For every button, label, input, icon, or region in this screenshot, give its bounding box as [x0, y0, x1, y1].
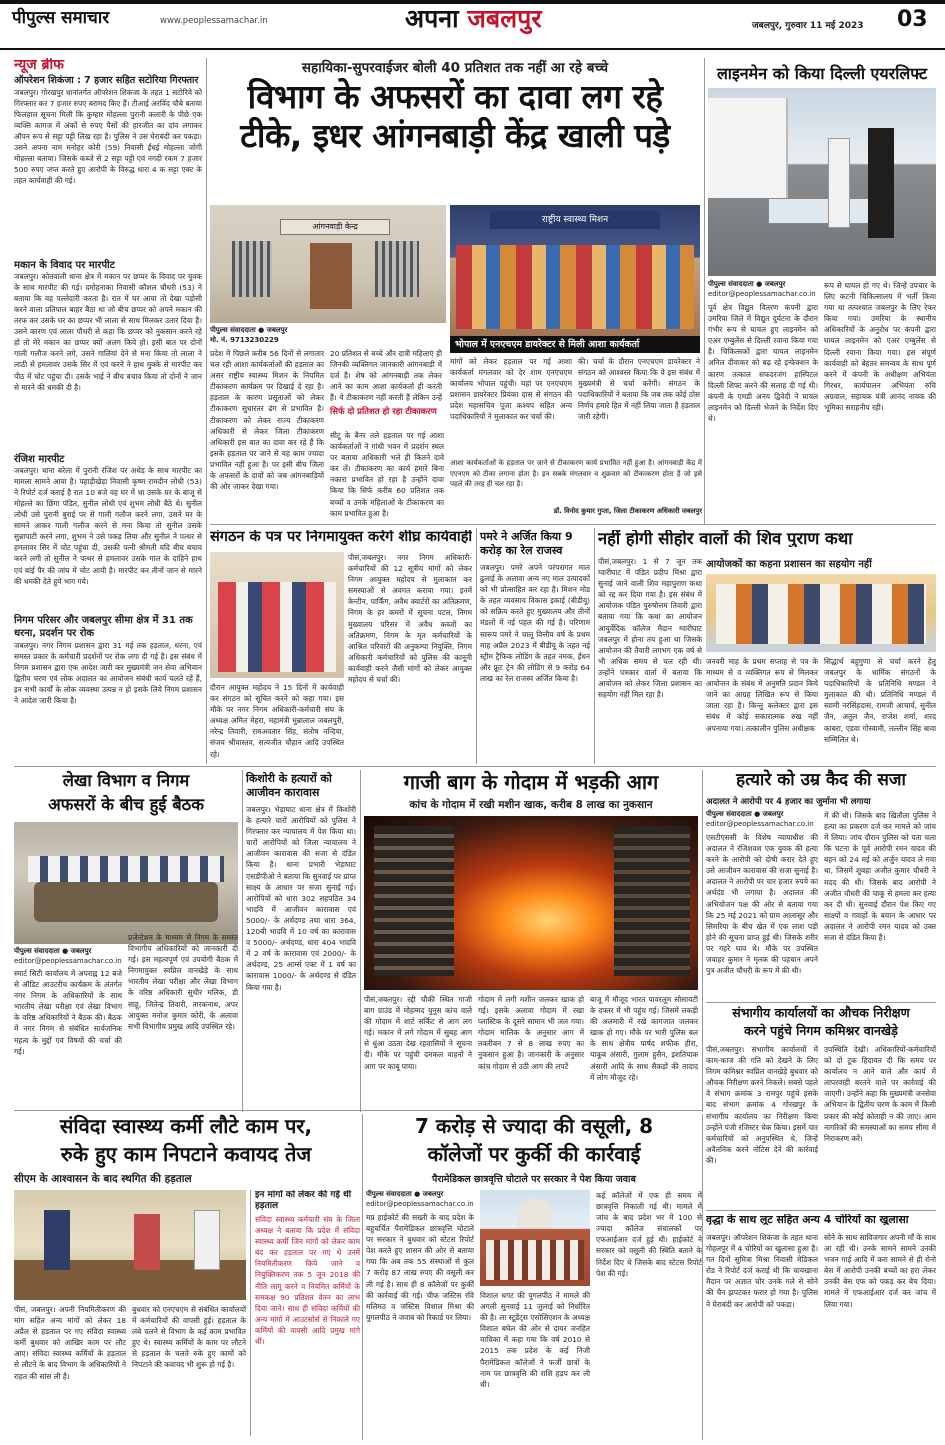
news-brief-column	[14, 58, 202, 666]
lead-body-col3: सीटू के बैनर तले हड़ताल पर गई आशा कार्यकर्ताओं ने गांधी भवन में प्रदर्शन स्थल पर बताया अधिकारी भले ही कितने दावे कर लें। टीकाकरण का कार्य हमारे बिना नकारा प्रभावित हो रहा है उन्होंने दावा किया कि सिर्फ करीब 60 प्रतिशत तक बच्चों व उनके महिलाओं के टीकाकरण का काम प्रभावित हुआ है।	[330, 431, 444, 518]
college-email[interactable]: editor@peoplessamachar.co.in	[366, 1200, 474, 1208]
people-group	[716, 584, 926, 644]
lead-subhead: सिर्फ दो प्रतिशत हो रहा टीकाकरण	[330, 407, 437, 417]
fire-body-col1: पीसं,जबलपुर। रद्दी चौकी स्थित गाजी बाग ग्राउंड में मोहम्मद युनुस कांच वाले की गोदाम में शार्ट सर्किट से आग लग गई। मकान में लगे गोदाम में सुबह आग से धुंआ उठता देख रहवासियों ने सूचना दी। मौके पर पहुंची दमकल वाहनों ने आग पर काबू पाया।	[364, 995, 472, 1071]
life-email[interactable]: editor@peoplessamachar.co.in	[706, 820, 814, 828]
people-group	[456, 245, 694, 329]
brief-body: जबलपुर। थाना बरेला में पुरानी रंजिश पर अधेड़ के साथ मारपीट का मामला सामने आया है। पहाड़ीखेड़ा निवासी कृष्ण रामदीन लोधी (53) ने रिपोर्ट दर्ज कराई है रात 10 बजे वह घर में था उसके घर के बाजू से मोहल्ले का छिंगा पंडित, सुनील लोधी एवं शुभम लोधी बैठे थे। सुनील लोधी उसे पुरानी बुराई पर से गाली गलौज करने लगा, उसने घर के सामने आकर गाली गलौज करने से मना किया तो सुनील उसके सुन्नापाटी करने लगा, शुभम ने उसे पकड़ लिया और सुनील ने पत्थर से हमलावर सिर में चोट पहुंचा दी, उसकी पत्नी श्रीमती यदि बीच बचाव करने लगी तो सुनील ने पत्थर से हमलावर उसके गाल के दाहिने हाथ एवं बांई पैर की जांघ में चोट आयी है। मारपीट कर तीनों जान से मारने की धमकी देते हुये भाग गये।	[14, 465, 202, 586]
warehouse-shelves	[614, 826, 690, 976]
column-rule	[242, 770, 243, 1112]
building-dome	[518, 1198, 552, 1228]
org-body-col2: दौरान आयुक्त महोदय ने 15 दिनों में कार्यवाही कर संगठन को सूचित करने को कहा गया। इस मौके पर नगर निगम अधिकारी-कर्मचारी संघ के अध्यक्ष अमित मेहरा, महामंत्री मुन्नालाल जबलपुरी, नरेन्द्र तिवारी, रामअवतार सिंह, संतोष नन्दिया, संजय श्रीवास्तव, सत्यजीत चौहान आदि उपस्थित रहे।	[210, 683, 344, 758]
college-body-col3: कई कॉलेजों में एक ही समय में छात्रवृत्ति निकाली गई थी। मामले में जांच के बाद प्रदेश भर में 100 से ज्यादा कॉलेज संचालकों पर एफआईआर दर्ज हुई थी। हाईकोर्ट ने सरकार को वसूली की स्थिति बताने के निर्देश दिए थे जिसके बाद स्टेटस रिपोर्ट पेश की गई।	[596, 1191, 702, 1278]
samvida-body-col1: पीसं, जबलपुर। अपनी नियमितीकरण की मांग सहित अन्य मांगों को लेकर 18 अप्रैल से हड़ताल पर गए संविदा स्वास्थ्य कर्मी बुधवार को आखिर काम पर लौट आए। संविदा स्वास्थ्य कर्मियों के हड़ताल से लौटने के बाद विभाग के अधिकारियों ने राहत की सांस ली है।	[14, 1305, 126, 1381]
katha-body-col1: पीसं,जबलपुर। 1 से 7 जून तक ग्वारीघाट में पंडित प्रदीप मिश्रा द्वारा सुनाई जाने वाली शिव महापुराण कथा को रद्द कर दिया गया है। इस संबंध में आयोजक पंडित पुरुषोत्तम तिवारी द्वारा बताया गया कि कथा का आयोजन आयुर्वेदिक कॉलेज मैदान ग्वारीघाट जबलपुर में होना तय हुआ था जिसके आयोजन की तैयारी लगभग एक वर्ष से भी अधिक समय से चल रही थी। उन्होंने पत्रकार वार्ता में बताया कि आयोजन को लेकर जिला प्रशासन का सहयोग नहीं मिल रहा है।	[598, 557, 702, 700]
airlift-body-col2: रूप से घायल हो गए थे। जिन्हें उपचार के लिए कटनी चिकित्सालय में भर्ती किया गया था तत्पश्चात जबलपुर के लिए रेफर किया गया। उमरिया के स्थानीय अधिकारियों के अनुरोध पर कंपनी द्वारा घायल लाइनमेन को एअर एम्बुलेंस से दिल्ली रवाना किया गया। इस संपूर्ण कार्यवाही को बेहतर समन्वय के साथ पूर्ण करने में कंपनी के अधीक्षण अभियंता गिरधर, कार्यपालन अभियंता रुचि अग्रवाल, सहायक यंत्री आनंद नायक की भूमिका सराहनीय रही।	[824, 281, 936, 413]
life-subhead: अदालत ने आरोपी पर 4 हजार का जुर्माना भी लगाया	[706, 797, 871, 807]
inspect-headline-1: संभागीय कार्यालयों का औचक निरीक्षण	[732, 1005, 910, 1020]
org-meeting-photo	[210, 552, 344, 678]
row-rule	[14, 1110, 702, 1111]
brief-body: जबलपुर। कोतवाली थाना क्षेत्र में मकान पर छप्पर के विवाद पर युवक के साथ मारपीट की गई। दमोहनाका निवासी कौशल चौधरी (53) ने बताया कि वह पल्लेदारी करता है। रात में घर आया तो देखा पड़ोसी करने वाला प्रतिपाल बाहर बैठा था जो बीच छप्पर को अपने मकान की तरफ कर उसके घर का छप्पर भी लाला से साथ मिलकर उतार दिया है। उसने कारण एवं लाला पौधरी से कहा कि छप्पर को नुकसान करने रहे हो तो मेरे मकान का छप्पर क्यों अलग किये हो। इसी बात पर दोनों गाली गलौज करने लगे, उसने गालियां देने से मना किया तो लाला ने लाठी से हमलावर उसके सिर में एवं करने ने हाथ मुक्के से मारपीट कर पीठ में चोट पहुंचा दी। उसके भाई ने बीच बचाव किया तो दोनों ने जान से मारने की धमकी दी है।	[14, 271, 202, 392]
kishori-body: जबलपुर। भेड़ाघाट थाना क्षेत्र में किशोरी के हत्यारे चारों आरोपियों को पुलिस ने गिरफ्तार कर न्यायालय में पेश किया था। चारों आरोपियों को जिला न्यायालय ने आजीवन कारावास की सजा से दंडित किया है। थाना प्रभारी भेड़ाघाट एसडीपीओ ने बताया कि सुनवाई पर प्राप्त साक्ष्य के आधार पर सजा सुनाई गई। आरोपियों को धारा 302 सहपठित 34 भादवि में आजीवन कारावास एवं 5000/- के अर्थदण्ड तथा धारा 364, 120बी भादवि में 10 वर्ष का कारावास व 5000/- अर्थदण्ड, धारा 404 भादवि में 2 वर्ष के कारावास एवं 2000/- के अर्थदण्ड, 25 आर्म्स एक्ट में 1 वर्ष का कारावास 1000/- के अर्थदण्ड से दंडित किया गया है।	[246, 805, 356, 992]
person-figure	[868, 128, 894, 238]
org-headline: संगठन के पत्र पर निगमायुक्त करेंगे शीघ्र कार्यवाही	[210, 530, 472, 545]
quote-text: आशा कार्यकर्ताओं के हड़ताल पर जाने से टीकाकरण कार्य प्रभावित नहीं हुआ है। आंगनबाड़ी केंद्र में एएनएम को टीका लगाना होता है। इन सबके मंगलवार व शुक्रवार को टीकाकरण होता है जो इसे पहले की तरह ही चल रहा है।	[450, 459, 702, 488]
masthead-bottom-rule	[0, 48, 945, 50]
fire-subhead: कांच के गोदाम में रखी मशीन खाक, करीब 8 लाख का नुकसान	[409, 799, 653, 811]
masthead	[0, 0, 945, 52]
row-rule	[14, 766, 936, 767]
fire-photo	[364, 816, 698, 990]
asha-photo-caption: भोपाल में एनएचएम डायरेक्टर से मिली आशा कार्यकर्ता	[450, 336, 700, 353]
rail-headline: पमरे ने अर्जित किया 9 करोड़ का रेल राजस्व	[480, 530, 573, 557]
person-figure	[134, 1214, 160, 1270]
rail-body: जबलपुर। पमरे अपने परंपरागत माल ढुलाई के अलावा अन्य नए माल उत्पादकों को भी प्रोत्साहित कर रहा है। मिशन मोड के तहत व्यवसाय विकास इकाई (बीडीयू) को सक्रिय करते हुए मुख्यालय और तीनों मंडलों में नई पहल की गई है। परिणाम स्वरूप पमरे ने चालू वित्तीय वर्ष के प्रथम माह अप्रैल 2023 में बीडीयू के तहत नई स्ट्रीम ट्रैफिक लोडिंग के तहत नमक, ईंधन और फ्रूट ट्रेन की लोडिंग से 9 करोड़ 64 लाख का रेल राजस्व अर्जित किया है।	[480, 563, 590, 683]
asha-body-col2: की। चर्चा के दौरान एनएचएम डायरेक्टर ने संगठन को आश्वस्त किया कि वे इस संबंध में मुख्यमंत्री से चर्चा करेंगी। संगठन के पदाधिकारियों ने बताया कि जब तक कोई ठोस निर्णय हमारे हित में नहीं लिया जाता है हड़ताल जारी रहेगी।	[578, 357, 700, 422]
airlift-email[interactable]: editor@peoplessamachar.co.in	[708, 290, 816, 298]
high-court-photo	[480, 1190, 590, 1286]
brief-title: ऑपरेशन शिकंजा : 7 हजार सहित सटोरिया गिरफ्तार	[14, 74, 199, 86]
lead-body-col1: प्रदेश में पिछले करीब 56 दिनों से लगातार चल रही आशा कार्यकर्ताओं की हड़ताल का असर राष्ट्रीय स्वास्थ्य मिशन के नियमित टीकाकरण कार्यक्रम पर दिखाई दे रहा है। हड़ताल के कारण प्रसूताओं को लेकर टीकाकरण सुधारतर ढंग से प्रभावित है। टीकाकरण को लेकर राज्य टीकाकरण अधिकारी से लेकर जिला टीकाकरण अधिकारी इस बात का दावा कर रहे हैं कि इसके हड़ताल पर जाने से यह काम ज्यादा प्रभावित नहीं हुआ है। पर इसी बीच जिला के अफसरों के दावों को जब आंगनबाड़ियों की ओर जाकर देखा गया।	[210, 349, 324, 492]
audit-body-col2: प्रजेन्टेशन के माध्यम से निगम के समस्त विभागीय अधिकारियों को जानकारी दी गई। इस महत्वपूर्ण एवं उपयोगी बैठक में निगमायुक्त स्वप्निल वानखेड़े के साथ भारतीय लेखा परीक्षा और लेखा विभाग के वरिष्ठ अधिकारी सुधीर मलिक, डी साहू, जितेन्द्र तिवारी, तारकनाथ, अपर आयुक्त मनोज कुमार कोरी, के अलावा सभी विभागीय प्रमुख आदि उपस्थित रहे।	[128, 933, 238, 1031]
org-body-col1: पीसं,जबलपुर। नगर निगम अधिकारी-कर्मचारियों की 12 सूत्रीय मांगों को लेकर निगम आयुक्त महोदय से मुलाकात कर समस्याओं से अवगत कराया गया। इनमें केन्टीन, पार्किंग, अवैध क्वार्टरों का अतिक्रमण, निगम के हर कमरों में सूचना पटल, निगम मुख्यालय परिसर में अवैध कब्जों का अतिक्रमण, निगम के मृत कर्मचारियों के आश्रित परिवारों की अनुकम्पा नियुक्ति, निगम अधिकारी कर्मचारियों को पुलिस की कानूनी कार्यवाही करने जैसी मांगों को लेकर आयुक्त महोदय से चर्चा की।	[348, 553, 472, 685]
samvida-office-photo	[14, 1190, 246, 1300]
website-url[interactable]: www.peoplessamachar.in	[160, 16, 268, 26]
column-rule	[362, 1114, 363, 1440]
anganwadi-photo	[210, 205, 446, 323]
life-body-col1: एसटीएससी के विशेष न्यायाधीश की अदालत ने रंजिशवश एक युवक की हत्या करने के आरोपी को दोषी करार देते हुए उसे आजीवन कारावास की सजा सुनाई है। अदालत ने आरोपी पर चार हजार रुपये का अर्थदंड भी लगाया है। अदालत की अभियोजन पक्ष की ओर से बताया गया कि 25 मई 2021 को ग्राम आलासूर और सिमरिया के बीच खेत में एक लाश पड़ी होने की सूचना प्राप्त हुई थी। जिसके शरीर पर गहरे घाव थे। मौके पर उपस्थित जवाहर कुमार ने मृतक की पहचान अपने पुत्र अजीत चौधरी के रूप में की थी।	[706, 833, 818, 976]
audit-email[interactable]: editor@peoplessamachar.co.in	[14, 957, 122, 965]
samvida-headline-1: संविदा स्वास्थ्य कर्मी लौटे काम पर,	[59, 1114, 313, 1138]
samvida-headline-2: रुके हुए काम निपटाने कवायद तेज	[60, 1142, 312, 1166]
conference-table	[34, 882, 218, 922]
news-brief-label: न्यूज ब्रीफ	[14, 58, 64, 73]
section-title	[405, 6, 542, 32]
dateline: जबलपुर, गुरुवार 11 मई 2023	[752, 21, 864, 31]
college-credit: पीपुल्स संवाददाता ● जबलपुर	[366, 1190, 444, 1198]
katha-press-photo	[706, 574, 936, 652]
college-headline-1: 7 करोड़ से ज्यादा की वसूली, 8	[414, 1114, 654, 1138]
fire-headline: गाजी बाग के गोदाम में भड़की आग	[403, 770, 659, 794]
quote-attribution: डॉ. विनोद कुमार गुप्ता, जिला टीकाकरण अधिकारी जबलपुर	[553, 507, 702, 515]
college-headline-2: कॉलेजों पर कुर्की की कार्रवाई	[427, 1142, 641, 1166]
column-rule	[702, 770, 703, 1112]
official-quote-box	[450, 458, 702, 520]
demands-box	[250, 1190, 360, 1436]
brief-title: निगम परिसर और जबलपुर सीमा क्षेत्र में 31 तक धरना, प्रदर्शन पर रोक	[14, 615, 193, 639]
lead-headline-1: विभाग के अफसरों का दावा लग रहे	[247, 77, 663, 116]
aircraft	[708, 98, 788, 198]
anganwadi-sign: आंगनवाड़ी केन्द्र	[280, 219, 390, 235]
inspect-body-col2: उपस्थिति देखी। अधिकारियों-कर्मचारियों को दो टूक हिदायत दी कि समय पर कार्यालय न आने वाले और कार्य में लापरवाही बरतने वाले पर कार्रवाई की जाएगी। उन्होंने कहा कि मुख्यमंत्री जनसेवा अभियान के द्वितीय चरण के काम में किसी प्रकार की कोई कोताही न की जाए। आम नागरिकों की समस्याओं का समय सीमा में निराकरण करें।	[824, 1045, 936, 1143]
theft-headline: वृद्धा के साथ लूट सहित अन्य 4 चोरियों का खुलासा	[706, 1214, 909, 1226]
audit-headline-1: लेखा विभाग व निगम	[62, 771, 190, 790]
airlift-photo	[708, 88, 936, 276]
column-rule	[206, 58, 207, 764]
audit-meeting-photo	[14, 822, 238, 944]
fire-body-col3: बाजू में मौजूद भारत पावरलूम सोसायटी के दफ्तर में भी पहुंच गई। जिसमें लकड़ी की अलमारी में रखे कागजात जलकर खाक हो गए। मौके पर भारी पुलिस बल के साथ क्षेत्रीय पार्षद शफीक हीरा, याकूब अंसारी, गुलाम हुसैन, इशतियाक अंसारी आदि के साथ सैकड़ों की तादाद में लोग मौजूद रहे।	[590, 995, 698, 1082]
person-figure	[828, 138, 850, 228]
section-title-b: जबलपुर	[467, 4, 542, 33]
life-credit: पीपुल्स संवाददाता ● जबलपुर	[706, 810, 784, 818]
anganwadi-window	[232, 241, 272, 297]
page-number: 03	[897, 7, 928, 32]
column-rule	[360, 770, 361, 1112]
lead-kicker: सहायिका-सुपरवाईजर बोली 40 प्रतिशत तक नहीं आ रहे बच्चे	[301, 60, 609, 76]
column-rule	[476, 528, 477, 764]
lead-headline-2: टीके, इधर आंगनबाड़ी केंद्र खाली पड़े	[240, 115, 670, 155]
row-rule	[706, 1002, 936, 1003]
lead-body-col2b: 20 प्रतिशत से बच्चे और दात्री महिलाएं ही जिनकी व्यक्तिगत जानकारी आंगनबाड़ी में दर्ज है। शेष को आंगनबाड़ी तक लेकर आने का काम आशा कार्यकर्ता ही करती हैं। ये टीकाकरण नहीं करती हैं लेकिन उन्हें	[330, 349, 442, 403]
building-arches	[486, 1240, 584, 1280]
row-rule	[706, 1210, 936, 1211]
banner: राष्ट्रीय स्वास्थ्य मिशन	[490, 211, 660, 229]
demands-box-title: इन मांगों को लेकर की गई थी हड़ताल	[255, 1190, 352, 1211]
brief-body: जबलपुर। गोरखपुर थानांतर्गत ऑपरेशन शिकंजा के तहत 1 सटोरिये को गिरफ्तार कर 7 हजार रुपए बरामद किए हैं। टीआई अरविंद चौबे बताया फिलहाल सूचना मिली कि कुम्हार मोहल्ला पुरानी कलारी के पीछे एक व्यक्ति कागज में अंकों से रुपए पैसों की हारजीत का दांव लगाकर ऑपन रूप से सट्टा पट्टी लिख रहा है। पुलिस ने उस घेराबंदी कर पकड़ा। उसने अपना नाम मनोहर कोरी (59) निवासी ईंधई मोहल्ला जोगी मोहल्ला बताया। जिसके कब्जे से 2 सट्टा पट्टी एवं नगदी रकम 7 हजार 500 रुपए जप्त करते हुए आरोपी के विरुद्ध धारा 4 क सट्टा एक्ट के तहत कार्यवाही की गई।	[14, 87, 202, 186]
katha-body-col2: जनवरी माह के प्रथम सप्ताह से पत्र के माध्यम से व व्यक्तिगत रूप से मिलकर आयोजन के संबंध में अनुमति प्रदान किये जाने का आग्रह लिखित रूप से किया जाता रहा है। किन्तु कलेक्टर द्वारा इस संबंध में कोई सकारात्मक रुख नहीं अपनाया गया। तत्कालीन पुलिस अधीक्षक	[706, 657, 818, 733]
row-rule	[210, 524, 936, 525]
asha-meeting-photo	[450, 205, 700, 353]
people-group	[218, 582, 336, 672]
life-headline: हत्यारे को उम्र कैद की सजा	[736, 770, 906, 790]
column-rule	[702, 1114, 703, 1440]
person-figure	[194, 1210, 220, 1270]
phone-number: मो. नं. 9713230229	[210, 336, 279, 344]
audit-headline-2: अफसरों के बीच हुई बैठक	[48, 795, 204, 814]
paper-logo: पीपुल्स समाचार	[12, 8, 110, 28]
fire-body-col2: गोदाम में लगी मशीन जलकर खाक हो गई। इसके अलावा गोदाम में रखा प्लास्टिक के दूसरे सामान भी जल गया। गोदाम मालिक के अनुसार आग में तकरीबन 7 से 8 लाख रुपए का नुकसान हुआ है। जानकारी के अनुसार कांच गोदाम से उठी आग की लपटें	[478, 995, 584, 1071]
brief-title: मकान के विवाद पर मारपीट	[14, 259, 115, 271]
audit-credit: पीपुल्स संवाददाता ● जबलपुर	[14, 947, 92, 955]
samvida-subhead: सीएम के आश्वासन के बाद स्थगित की हड़ताल	[14, 1173, 192, 1185]
kishori-headline: किशोरी के हत्यारों को आजीवन कारावास	[246, 772, 332, 799]
photo-credit: पीपुल्स संवाददाता ● जबलपुर	[210, 326, 288, 334]
anganwadi-window	[375, 241, 419, 297]
inspect-headline-2: करने पहुंचे निगम कमिश्नर वानखेड़े	[744, 1023, 898, 1038]
anganwadi-door	[310, 243, 352, 309]
airlift-body-col1: पूर्व क्षेत्र विद्युत वितरण कंपनी द्वारा उमरिया जिले में विद्युत दुर्घटना के दौरान गंभीर रूप से घायल हुए लाइनमेन को एअर एम्बुलेंस से दिल्ली रवाना किया गया है। चिकित्सकों द्वारा घायल लाइनमेन अनिल दीवाकर को बढ़ रहे इन्फेक्शन के कारण तत्काल सफदरजंग हास्पिटल दिल्ली शिफ्ट करने की सलाह दी गई थी। कंपनी के एमडी अनय द्विवेदी ने घायल लाइनमेन को दिल्ली भेजने के निर्देश दिए थे।	[708, 303, 818, 423]
life-body-col2: में की थी। जिसके बाद खितौला पुलिस ने हत्या का प्रकरण दर्ज कर मामले को जांच में लिया। जांच दौरान पुलिस को पता चला कि घटना के पूर्व आरोपी रमन यादव की बहन को 24 मई को अर्जुन यादव ले गया था, जिसमें शुबहा अजीत कुमार चौधरी ने मदद की थी। जिसके बाद आरोपी ने अजीत चौधरी की चाकू से हमला कर हत्या कर दी थी। सुनवाई दौरान पेश किए गए साक्ष्यों व गवाहों के बयान के आधार पर अदालत ने आरोपी रमन यादव को उक्त सजा से दंडित किया है।	[824, 811, 936, 943]
inspect-body-col1: पीसं,जबलपुर। संभागीय कार्यालयों में काम-काज की गति को देखने के लिए निगम कमिश्नर स्वप्निल वानखेड़े बुधवार को औचक निरीक्षण करने निकले। सबसे पहले वे संभाग क्रमांक 3 रामपुर पहुंचे इसके बाद संभाग क्रमांक 4 गोरखपुर के संभागीय कार्यालय का निरीक्षण किया उन्होंने पंजी रजिस्टर चेक किया। इसमें चार कर्मचारियों को अनुपस्थित थे, जिन्हें अवैतनिक करने नोटिस देने की कार्रवाई की।	[706, 1045, 818, 1165]
brief-body: जबलपुर। नगर निगम प्रशासन द्वारा 31 मई तक हड़ताल, धरना, एवं समस्त प्रकार के कर्मचारी प्रदर्शनों पर रोक लगा दी गई है। इस संबंध में निगम प्रशासन द्वारा एक आदेश जारी कर मुख्यमंत्री जन सेवा अभियान द्वितीय चरण एवं लोक अदालत का आयोजन संबंधी कार्य चलते रहें हैं, इन सभी कार्यों के लोक व्यवस्था उत्पन्न न हो इसके लिये निगम प्रशासन ने आदेश जारी किया है।	[14, 641, 202, 706]
katha-subhead: आयोजकों का कहना प्रशासन का सहयोग नहीं	[706, 559, 872, 570]
katha-body-col3: सिद्धार्थ बहुगुणा से चर्चा करने हेतु जबलपुर के धार्मिक संगठनों के पदाधिकारियों के प्रतिनिधि मण्डल ने मुलाकात की थी। प्रतिनिधि मण्डल में स्वामी नरसिंहदास, रामजी आचार्य, सुनील जैन, अतुल जैन, राजेश शर्मा, शरद काबरा, एडवा गोस्वामी, तल्लीन सिंह बावा सम्मिलित थे।	[824, 657, 936, 744]
column-rule	[594, 528, 595, 764]
person-figure	[44, 1210, 70, 1270]
people-group	[28, 856, 224, 882]
college-body-col1: मप्र हाईकोर्ट की सख्ती के बाद प्रदेश के बहुचर्चित पैरामेडिकल छात्रवृत्ति घोटाले पर सरकार ने बुधवार को स्टेटस रिपोर्ट पेश करते हुए शासन की ओर से बताया गया कि अब तक 55 संस्थाओं से कुल 7 करोड़ 87 लाख रुपए की वसूली कर ली गई है। साथ ही 8 कॉलेजों पर कुर्की की कार्रवाई की गई। चीफ जस्टिस रवि मलिमठ व जस्टिस विशाल मिश्रा की युगलपीठ ने जवाब को रिकार्ड पर लिया।	[366, 1213, 474, 1322]
airlift-headline: लाइनमेन को किया दिल्ली एयरलिफ्ट	[716, 64, 928, 83]
warehouse-shelves	[374, 826, 454, 976]
theft-body-col2: सोने के साथ साविजगार अपनी माँ के साथ आ रही थी। उनके सामने सामने उनकी भजन गाई आदि में करा सामने से ही रोनो बेस में आरोपी उनकी बच्चों का हरा लेकर उनकी बेस एफ को पकड़ कर बेच दिया। मामले में एफआईआर दर्ज कर जांच में लिया गया।	[824, 1233, 936, 1309]
samvida-body-col2: बुधवार को एनएचएम से संबंधित कार्यालयों में कर्मचारियों की वापसी हुई। हड़ताल के लंबे चलने से विभाग के कई काम प्रभावित हुए थे। स्वास्थ्य कर्मियों के काम पर लौटने से हड़ताल के चलते रुके हुए कामों को निपटाने की कवायद भी शुरू हो गई है।	[132, 1305, 246, 1370]
college-subhead: पैरामेडिकल छात्रवृत्ति घोटाले पर सरकार ने पेश किया जवाब	[432, 1174, 636, 1185]
brief-title: रंजिश मारपीट	[14, 453, 65, 465]
theft-body-col1: जबलपुर। ऑपरेशन शिकंजा के तहत थाना गोहलपुर में 4 चोरियों का खुलासा हुआ है। गत दिनों सुमित्रा मिश्रा निवासी मेडिकल रोड ने रिपोर्ट दर्ज कराई थी कि चायखाना मैदान पर अज्ञात चोर उनके गले से सोने की चैन झपटकर फरार हो गया है। पुलिस ने घेराबंदी कर आरोपी को पकड़ा।	[706, 1233, 818, 1309]
audit-body-col1: स्मार्ट सिटी कार्यालय में अपराह्न 12 बजे से ऑडिट आउटरीच कार्यक्रम के अंतर्गत नगर निगम के अधिकारियों के साथ भारतीय लेखा परीक्षा एवं लेखा विभाग के वरिष्ठ अधिकारियों ने बैठक की। बैठक में नगर निगम से संबंधित सार्वजनिक महत्व के मुद्दों एवं विषयों की चर्चा की गई।	[14, 969, 122, 1056]
college-body-col2: विशाल धगट की युगलपीठ ने मामले की अगली सुनवाई 11 जुलाई को निर्धारित की है। ला स्टूडेंट्स एसोसिएशन के अध्यक्ष विशाल बघेल की ओर से दायर जनहित याचिका में कहा गया कि वर्ष 2010 से 2015 तक प्रदेश के कई निजी पैरामेडिकल कॉलेजों ने फर्जी छात्रों के नाम पर छात्रवृत्ति की राशि हड़प कर ली थी।	[480, 1291, 590, 1389]
column-rule	[704, 58, 705, 524]
airlift-credit: पीपुल्स संवाददाता ● जबलपुर	[708, 280, 786, 288]
brief-nigam-block	[14, 614, 202, 764]
section-title-a: अपना	[405, 4, 459, 33]
asha-body-col1: मांगों को लेकर हड़ताल पर गई आशा कार्यकर्ता मंगलवार को देर शाम एनएचएम कार्यालय भोपाल पहुंची। यहां पर एनएचएम प्रशासन डायरेक्टर प्रियंका दास से संगठन की प्रदेश महासचिव पूजा कश्यप सहित अन्य पदाधिकारियों ने मुलाकात कर चर्चा की।	[450, 357, 572, 422]
demands-box-body: संविदा स्वास्थ्य कर्मचारी संघ के जिला अध्यक्ष ने बताया कि प्रदेश में संविदा स्वास्थ्य कर्मी जिन मांगों को लेकर काम बंद कर हड़ताल पर गए थे उनमें नियमितीकरण किये जाने व नियुक्तिकरण तक 5 जून 2018 की नीति लागू करने व नियमित कर्मियों के समकक्ष 90 प्रतिशत वेतन का लाभ दिया जाने। साथ ही संविदा कर्मियों की अन्य मांगों में आउटसोर्स से निकाले गए कर्मियों की वापसी आदि प्रमुख मांगे थीं।	[255, 1215, 360, 1347]
katha-headline: नहीं होगी सीहोर वालों की शिव पुराण कथा	[598, 530, 853, 548]
